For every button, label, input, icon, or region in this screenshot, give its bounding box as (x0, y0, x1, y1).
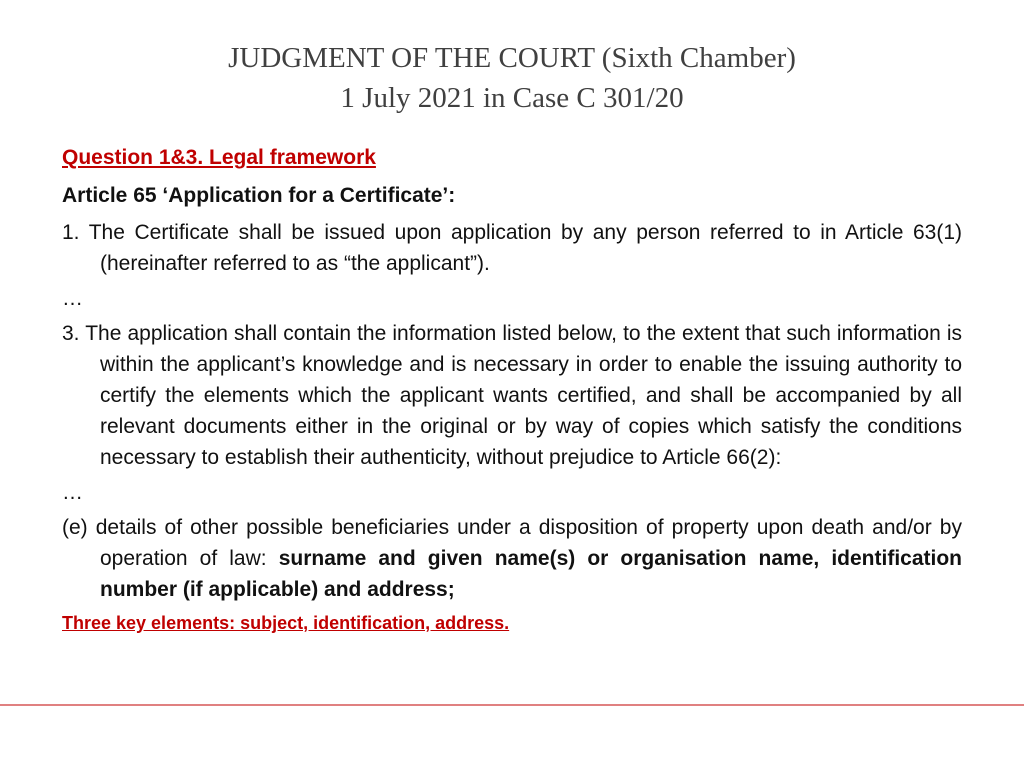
ellipsis-1: … (62, 287, 83, 310)
article-heading: Article 65 ‘Application for a Certificate’: (62, 184, 456, 207)
slide-body (62, 142, 962, 637)
key-elements-note: Three key elements: subject, identification, address. (62, 613, 510, 633)
title-line-1: JUDGMENT OF THE COURT (Sixth Chamber) (228, 42, 796, 74)
slide-title (0, 38, 1024, 118)
paragraph-item-e (62, 512, 962, 605)
title-line-2: 1 July 2021 in Case C 301/20 (340, 82, 684, 114)
item-e-bold-text: surname and given name(s) or organisation name, identification number (if applicable) and address; (100, 547, 962, 601)
section-heading: Question 1&3. Legal framework (62, 146, 376, 169)
paragraph-item-1: 1. The Certificate shall be issued upon application by any person referred to in Article 63(1) (hereinafter referred to as “the applicant”). (62, 221, 962, 275)
paragraph-item-3: 3. The application shall contain the information listed below, to the extent that such information is within the applicant’s knowledge and is necessary in order to enable the issuing authority to certify the elements which the applicant wants certified, and shall be accompanied by all relevant documents either in the original or by way of copies which satisfy the conditions necessary to establish their authenticity, without prejudice to Article 66(2): (62, 322, 962, 469)
footer-divider (0, 704, 1024, 706)
ellipsis-2: … (62, 481, 83, 504)
item-e-text: (e) details of other possible beneficiaries under a disposition of property upon death and/or by operation of law: (62, 516, 962, 570)
